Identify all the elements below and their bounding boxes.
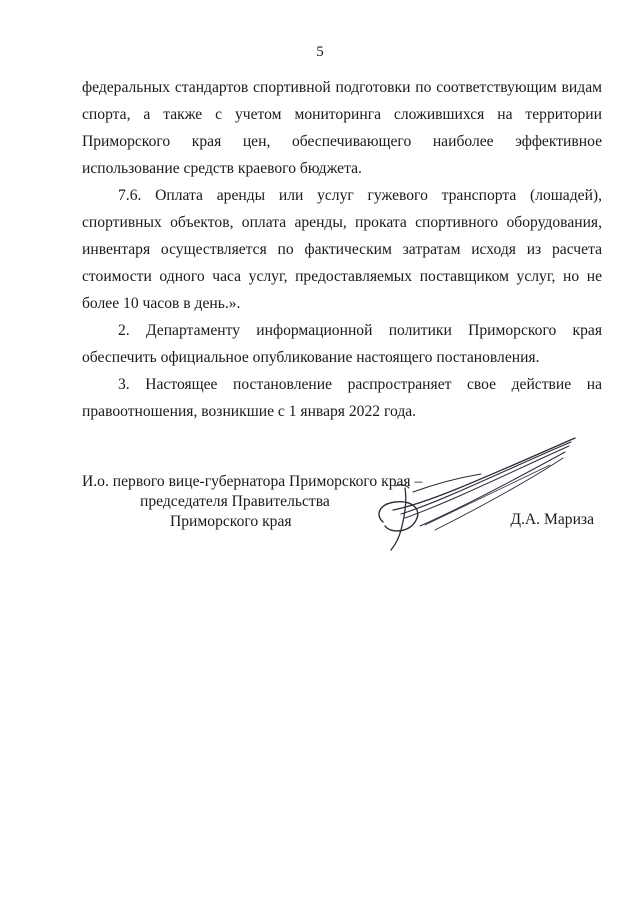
signatory-title-line-3: Приморского края [170,513,292,530]
handwritten-signature [365,430,580,555]
signatory-title-line-2: председателя Правительства [140,493,330,510]
paragraph-continuation: федеральных стандартов спортивной подготовки по соответствующим видам спорта, а также с учетом мониторинга сложившихся на территории Приморского края цен, обеспечивающего наиболее эффективное использование средств краевого бюджета. [82,79,602,177]
paragraph-2: 2. Департаменту информационной политики Приморского края обеспечить официальное опубликование настоящего постановления. [82,322,602,366]
paragraph-7-6: 7.6. Оплата аренды или услуг гужевого транспорта (лошадей), спортивных объектов, оплата аренды, проката спортивного оборудования, инвентаря осуществляется по фактическим затратам исходя из расчета стоимости одного часа услуг, предоставляемых поставщиком услуг, но не более 10 часов в день.». [82,187,602,312]
paragraph-3: 3. Настоящее постановление распространяет свое действие на правоотношения, возникшие с 1 января 2022 года. [82,376,602,420]
signatory-title-line-1: И.о. первого вице-губернатора Приморского края – [82,473,423,490]
signatory-name: Д.А. Мариза [510,511,594,528]
document-body [82,74,602,425]
page-number: 5 [316,44,324,60]
